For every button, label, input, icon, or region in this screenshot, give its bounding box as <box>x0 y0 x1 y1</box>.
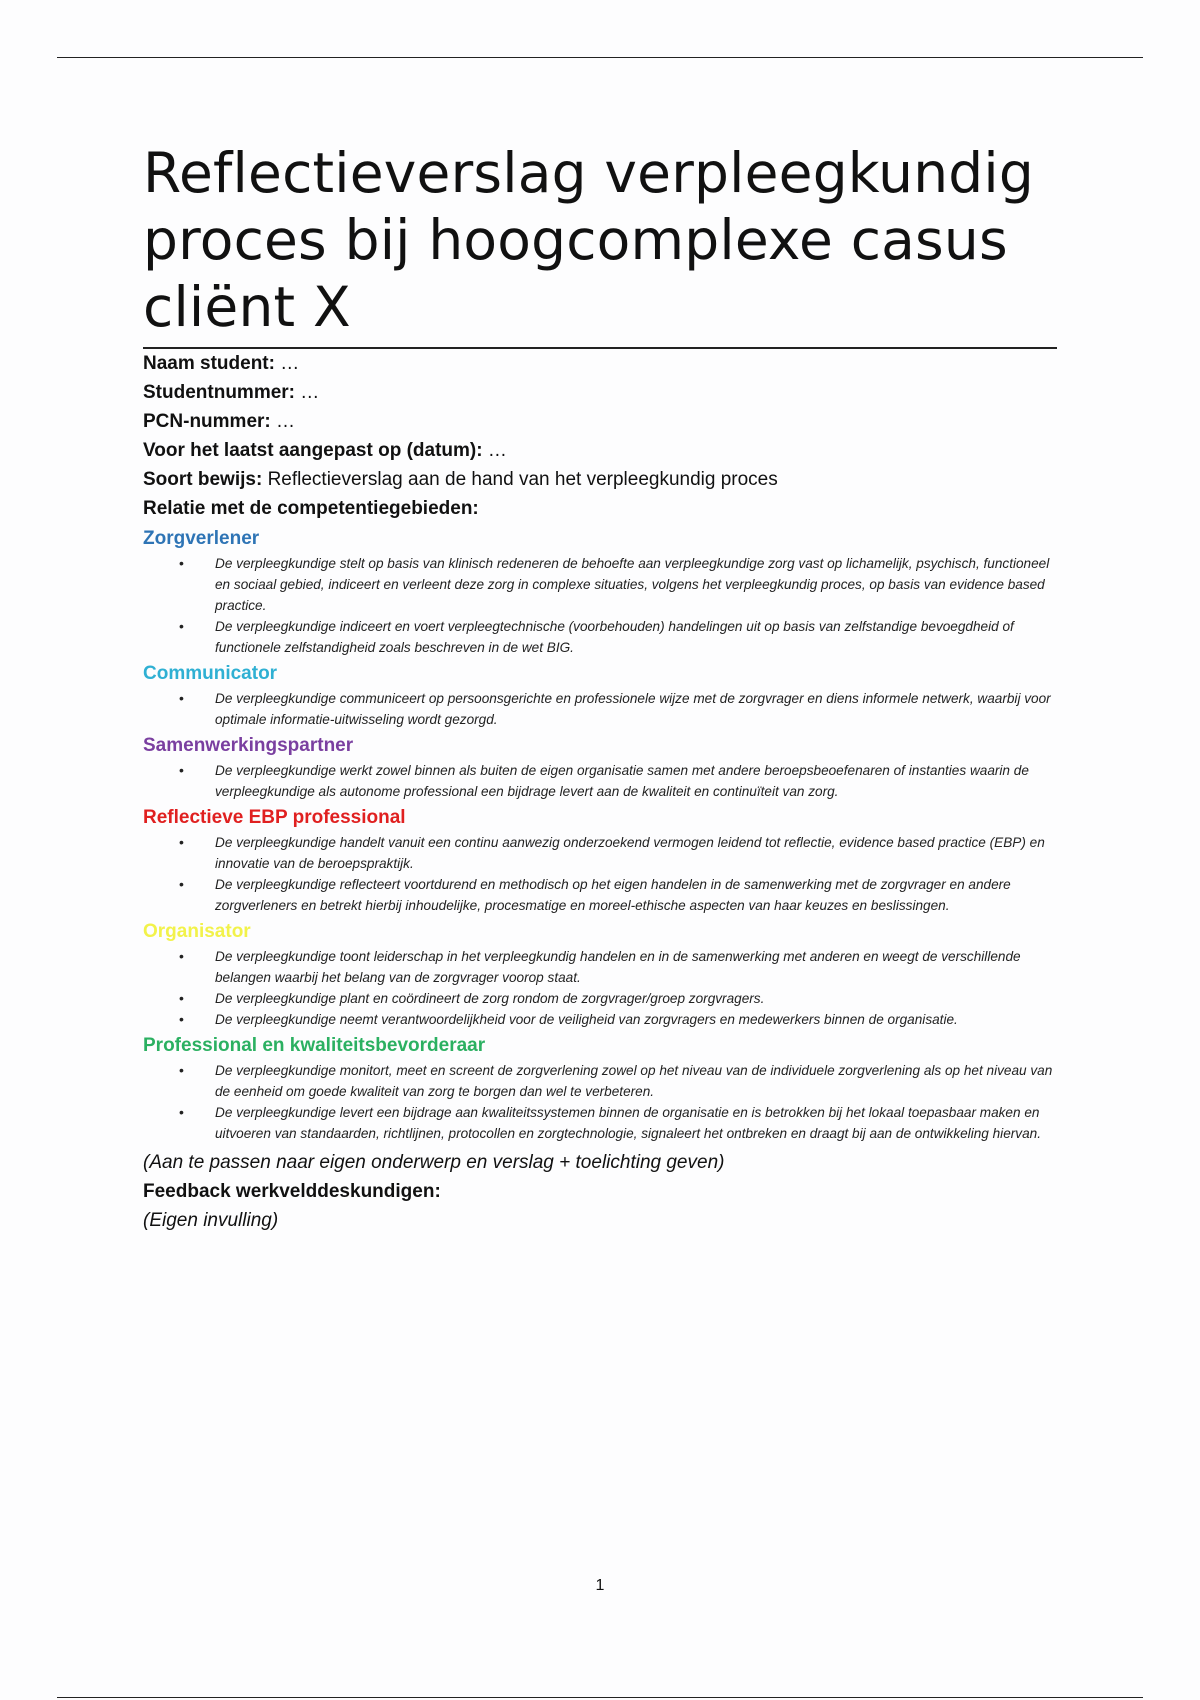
meta-value: … <box>295 382 320 403</box>
section-heading: Samenwerkingspartner <box>143 735 354 756</box>
meta-line <box>143 407 1057 436</box>
meta-label: Voor het laatst aangepast op (datum): <box>143 440 483 461</box>
list-item: • De verpleegkundige reflecteert voortdurend en methodisch op het eigen handelen in de samenwerking met de zorgvrager en andere zorgverleners en betrekt hierbij inhoudelijke, procesmatige en moreel-ethische aspecten van haar keuzes en beslissingen. <box>215 874 1057 916</box>
list-item: • De verpleegkundige toont leiderschap in het verpleegkundig handelen en in de samenwerking met anderen en weegt de verschillende belangen waarbij het belang van de zorgvrager voorop staat. <box>215 946 1057 988</box>
meta-value: … <box>270 411 296 432</box>
list-item: • De verpleegkundige indiceert en voert verpleegtechnische (voorbehouden) handelingen uit op basis van zelfstandige bevoegdheid of functionele zelfstandigheid zoals beschreven in de wet BIG. <box>215 616 1057 658</box>
list-item: • De verpleegkundige stelt op basis van klinisch redeneren de behoefte aan verpleegkundige zorg vast op lichamelijk, psychisch, functioneel en sociaal gebied, indiceert en verleent deze zorg in complexe situaties, volgens het verpleegkundig proces, op basis van evidence based practice. <box>215 553 1057 616</box>
meta-block <box>143 349 1057 523</box>
meta-line <box>143 494 1057 523</box>
meta-line <box>143 349 1057 378</box>
document-body <box>143 140 1057 1235</box>
competence-sections <box>143 525 1057 1144</box>
page-number: 1 <box>595 1577 605 1594</box>
meta-line <box>143 436 1057 465</box>
section-heading: Communicator <box>143 663 278 684</box>
meta-line <box>143 378 1057 407</box>
competence-list <box>143 553 1057 658</box>
meta-value: Reflectieverslag aan de hand van het verpleegkundig proces <box>262 469 778 490</box>
document-title: Reflectieverslag verpleegkundig proces bij hoogcomplexe casus cliënt X <box>143 140 1057 349</box>
competence-list <box>143 1060 1057 1144</box>
list-item: • De verpleegkundige communiceert op persoonsgerichte en professionele wijze met de zorgvrager en diens informele netwerk, waarbij voor optimale informatie-uitwisseling wordt gezorgd. <box>215 688 1057 730</box>
list-item: • De verpleegkundige handelt vanuit een continu aanwezig onderzoekend vermogen leidend tot reflectie, evidence based practice (EBP) en innovatie van de beroepspraktijk. <box>215 832 1057 874</box>
feedback-value: (Eigen invulling) <box>143 1210 279 1231</box>
list-item: • De verpleegkundige werkt zowel binnen als buiten de eigen organisatie samen met andere beroepsbeoefenaren of instanties waarin de verpleegkundige als autonome professional een bijdrage levert aan de kwaliteit en continuïteit van zorg. <box>215 760 1057 802</box>
instruction-note: (Aan te passen naar eigen onderwerp en verslag + toelichting geven) <box>143 1152 725 1173</box>
competence-list <box>143 832 1057 916</box>
section-heading: Reflectieve EBP professional <box>143 807 406 828</box>
meta-label: Relatie met de competentiegebieden: <box>143 498 479 519</box>
header-rule <box>57 57 1143 58</box>
list-item: • De verpleegkundige levert een bijdrage aan kwaliteitssystemen binnen de organisatie en is betrokken bij het lokaal toepasbaar maken en uitvoeren van standaarden, richtlijnen, protocollen en zorgtechnologie, signaleert het ontbreken en draagt bij aan de ontwikkeling hiervan. <box>215 1102 1057 1144</box>
meta-label: Naam student: <box>143 353 275 374</box>
competence-list <box>143 946 1057 1030</box>
meta-value: … <box>274 353 300 374</box>
competence-list <box>143 760 1057 802</box>
list-item: • De verpleegkundige plant en coördineert de zorg rondom de zorgvrager/groep zorgvragers. <box>215 988 1057 1009</box>
section-heading: Professional en kwaliteitsbevorderaar <box>143 1035 486 1056</box>
list-item: • De verpleegkundige monitort, meet en screent de zorgverlening zowel op het niveau van de individuele zorgverlening als op het niveau van de eenheid om goede kwaliteit van zorg te borgen dan wel te verbeteren. <box>215 1060 1057 1102</box>
feedback-label: Feedback werkvelddeskundigen: <box>143 1181 441 1202</box>
meta-line <box>143 465 1057 494</box>
footer-rule <box>57 1697 1143 1698</box>
meta-label: PCN-nummer: <box>143 411 271 432</box>
competence-list <box>143 688 1057 730</box>
section-heading: Zorgverlener <box>143 528 260 549</box>
section-heading: Organisator <box>143 921 251 942</box>
meta-label: Studentnummer: <box>143 382 295 403</box>
list-item: • De verpleegkundige neemt verantwoordelijkheid voor de veiligheid van zorgvragers en medewerkers binnen de organisatie. <box>215 1009 1057 1030</box>
meta-label: Soort bewijs: <box>143 469 263 490</box>
meta-value: … <box>482 440 507 461</box>
